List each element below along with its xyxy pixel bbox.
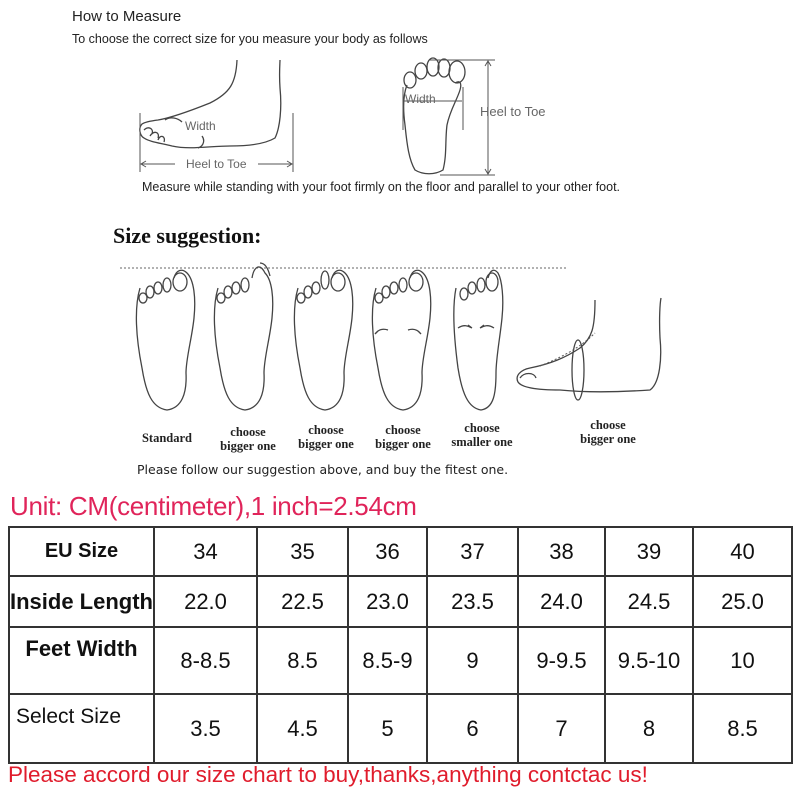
table-cell: 40 <box>693 527 792 576</box>
table-cell: 8.5 <box>693 694 792 763</box>
table-cell: 22.0 <box>154 576 257 627</box>
table-cell: 22.5 <box>257 576 348 627</box>
suggestion-label-standard <box>134 431 200 445</box>
table-cell: 8-8.5 <box>154 627 257 694</box>
suggestion-label-line2: bigger one <box>375 437 431 451</box>
table-cell: 36 <box>348 527 427 576</box>
row-header: Feet Width <box>9 627 154 694</box>
suggestion-note: Please follow our suggestion above, and buy the fitest one. <box>137 462 509 477</box>
suggestion-label-5 <box>442 421 522 449</box>
suggestion-label-line1: choose <box>230 425 266 439</box>
suggestion-label-line2: bigger one <box>580 432 636 446</box>
table-cell: 7 <box>518 694 605 763</box>
table-cell: 39 <box>605 527 693 576</box>
row-header: EU Size <box>9 527 154 576</box>
suggestion-label-line1: choose <box>308 423 344 437</box>
suggestion-label-line1: choose <box>385 423 421 437</box>
side-width-label: Width <box>185 119 216 133</box>
table-cell: 23.5 <box>427 576 518 627</box>
measure-note: Measure while standing with your foot firmly on the floor and parallel to your other foot. <box>142 180 621 194</box>
table-row-select-size <box>9 694 792 763</box>
unit-note: Unit: CM(centimeter),1 inch=2.54cm <box>10 491 417 521</box>
table-cell: 37 <box>427 527 518 576</box>
footer-note: Please accord our size chart to buy,thanks,anything contctac us! <box>8 762 648 787</box>
table-cell: 25.0 <box>693 576 792 627</box>
suggestion-label-line1: Standard <box>141 431 193 445</box>
table-row-inside-length <box>9 576 792 627</box>
size-chart-table <box>8 526 793 764</box>
suggestion-label-3 <box>288 423 364 451</box>
table-cell: 24.5 <box>605 576 693 627</box>
table-cell: 5 <box>348 694 427 763</box>
suggestion-label-4 <box>365 423 441 451</box>
sole-length-label: Heel to Toe <box>480 104 546 119</box>
table-cell: 3.5 <box>154 694 257 763</box>
table-cell: 10 <box>693 627 792 694</box>
suggestion-label-line2: bigger one <box>220 439 276 453</box>
side-length-label: Heel to Toe <box>186 157 247 171</box>
suggestion-label-2 <box>210 425 286 453</box>
table-cell: 24.0 <box>518 576 605 627</box>
suggestion-label-line2: bigger one <box>298 437 354 451</box>
suggestion-label-line1: choose <box>590 418 626 432</box>
table-cell: 8 <box>605 694 693 763</box>
suggestion-label-line1: choose <box>464 421 500 435</box>
table-cell: 6 <box>427 694 518 763</box>
row-header: Select Size <box>9 694 154 763</box>
table-row-eu-size <box>9 527 792 576</box>
table-cell: 9.5-10 <box>605 627 693 694</box>
measure-subtitle: To choose the correct size for you measure your body as follows <box>72 32 428 46</box>
suggestion-label-6 <box>568 418 648 446</box>
row-header: Inside Length <box>9 576 154 627</box>
table-row-feet-width <box>9 627 792 694</box>
table-cell: 9 <box>427 627 518 694</box>
suggestion-label-line2: smaller one <box>451 435 513 449</box>
table-cell: 8.5-9 <box>348 627 427 694</box>
sole-width-label: Width <box>405 92 436 106</box>
table-cell: 4.5 <box>257 694 348 763</box>
table-cell: 23.0 <box>348 576 427 627</box>
table-cell: 9-9.5 <box>518 627 605 694</box>
measure-title: How to Measure <box>72 8 182 25</box>
table-cell: 35 <box>257 527 348 576</box>
table-cell: 34 <box>154 527 257 576</box>
table-cell: 38 <box>518 527 605 576</box>
suggestion-feet-illustration-icon <box>110 258 690 428</box>
table-cell: 8.5 <box>257 627 348 694</box>
suggestion-title: Size suggestion: <box>113 223 262 248</box>
